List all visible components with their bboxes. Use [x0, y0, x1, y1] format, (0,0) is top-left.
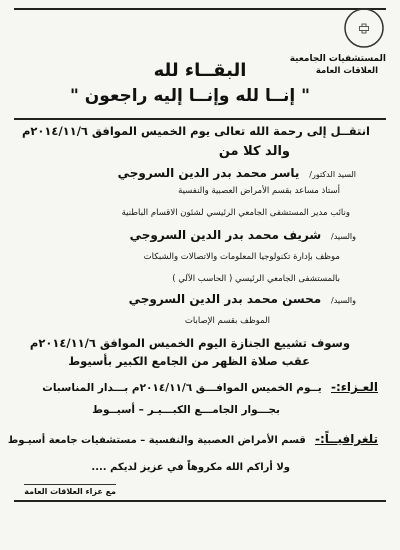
person-row	[130, 228, 356, 242]
funeral-line: وسوف تشييع الجنازة اليوم الخميس الموافق ٢٠١٤/١١/٦م	[29, 336, 350, 350]
person-row	[129, 292, 356, 306]
condolence-location: بجـــوار الجامـــع الكبـــيـر – أسيــوط	[92, 404, 280, 416]
condolence-text: يــوم الخميس الموافـــق ٢٠١٤/١١/٦م بـــدار المناسبات	[42, 382, 322, 394]
intro-line: انتقــل إلى رحمة الله تعالى يوم الخميس الموافق ٢٠١٤/١١/٦م	[21, 124, 370, 138]
closing-line: ولا أراكم الله مكروهاً في عزيز لديكم ....	[91, 462, 290, 473]
person-detail: الموظف بقسم الإصابات	[184, 316, 270, 326]
person-name: محسن محمد بدر الدين السروجي	[128, 292, 322, 306]
condolence-row	[42, 380, 378, 394]
header-rule	[14, 118, 386, 120]
person-prefix: والسيد/	[331, 296, 356, 305]
funeral-place: عقب صلاة الظهر من الجامع الكبير بأسيوط	[68, 354, 310, 368]
telegram-label: تلغرافيــاً:-	[315, 432, 378, 446]
person-detail: موظف بإدارة تكنولوجيا المعلومات والاتصالات والشبكات	[143, 252, 340, 262]
top-rule	[14, 8, 386, 10]
bottom-rule	[14, 500, 386, 502]
intro-subline: والد كلا من	[218, 144, 290, 159]
page-title: البقــاء لله	[153, 60, 247, 81]
quran-verse: " إنــا لله وإنــا إليه راجعون "	[70, 86, 310, 106]
telegram-text: قسم الأمراض العصبية والنفسية – مستشفيات جامعة أسيـوط	[7, 435, 306, 446]
telegram-row	[8, 432, 378, 446]
person-row	[118, 166, 356, 180]
person-detail: بالمستشفى الجامعي الرئيسي ( الحاسب الآلي )	[172, 274, 340, 284]
person-name: شريف محمد بدر الدين السروجي	[129, 228, 322, 242]
footer-signature: مع عزاء العلاقات العامة	[24, 484, 116, 496]
condolence-label: العـزاء:-	[331, 380, 378, 394]
person-detail: ونائب مدير المستشفى الجامعي الرئيسي لشئون الاقسام الباطنية	[121, 208, 350, 218]
person-name: ياسر محمد بدر الدين السروجي	[117, 166, 300, 180]
person-prefix: السيد الدكتور/	[309, 170, 356, 179]
org-name: المستشفيات الجامعية	[289, 54, 386, 64]
person-detail: أستاذ مساعد بقسم الأمراض العصبية والنفسية	[178, 186, 340, 196]
org-department: العلاقات العامة	[315, 66, 378, 76]
person-prefix: والسيد/	[331, 232, 356, 241]
university-hospital-logo-icon	[342, 6, 386, 50]
